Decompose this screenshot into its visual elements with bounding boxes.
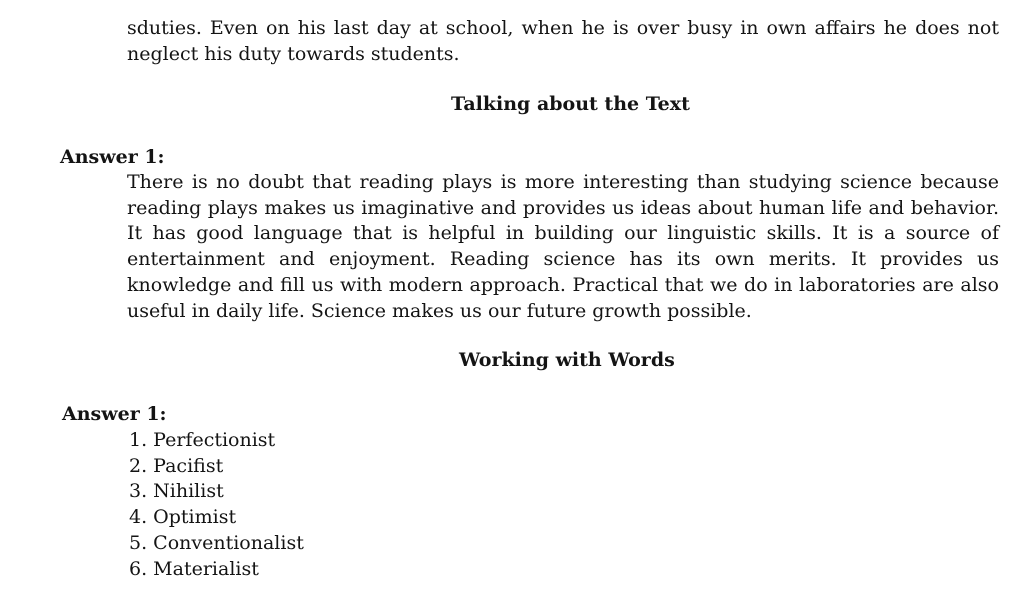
intro-paragraph: sduties. Even on his last day at school, when he is over busy in own affairs he does not neglect his duty towards students. [127, 17, 999, 65]
section-heading-working-with-words: Working with Words [459, 349, 675, 371]
answer-paragraph: There is no doubt that reading plays is more interesting than studying science because reading plays makes us imaginative and provides us ideas about human life and behavior. It has good language that is helpful in building our linguistic skills. It is a source of entertainment and enjoyment. Reading science has its own merits. It provides us knowledge and fill us with modern approach. Practical that we do in laboratories are also useful in daily life. Science makes us our future growth possible. [127, 171, 999, 322]
list-item: 4. Optimist [129, 506, 237, 529]
answer-label: Answer 1: [62, 403, 167, 425]
list-item: 6. Materialist [129, 557, 259, 580]
list-item: 3. Nihilist [129, 480, 224, 503]
list-item: 5. Conventionalist [129, 531, 304, 554]
word-list [129, 428, 304, 582]
section-heading-talking-about-the-text: Talking about the Text [451, 93, 690, 115]
answer-label: Answer 1: [60, 146, 165, 168]
list-item: 2. Pacifist [129, 454, 224, 477]
list-item: 1. Perfectionist [129, 429, 276, 451]
